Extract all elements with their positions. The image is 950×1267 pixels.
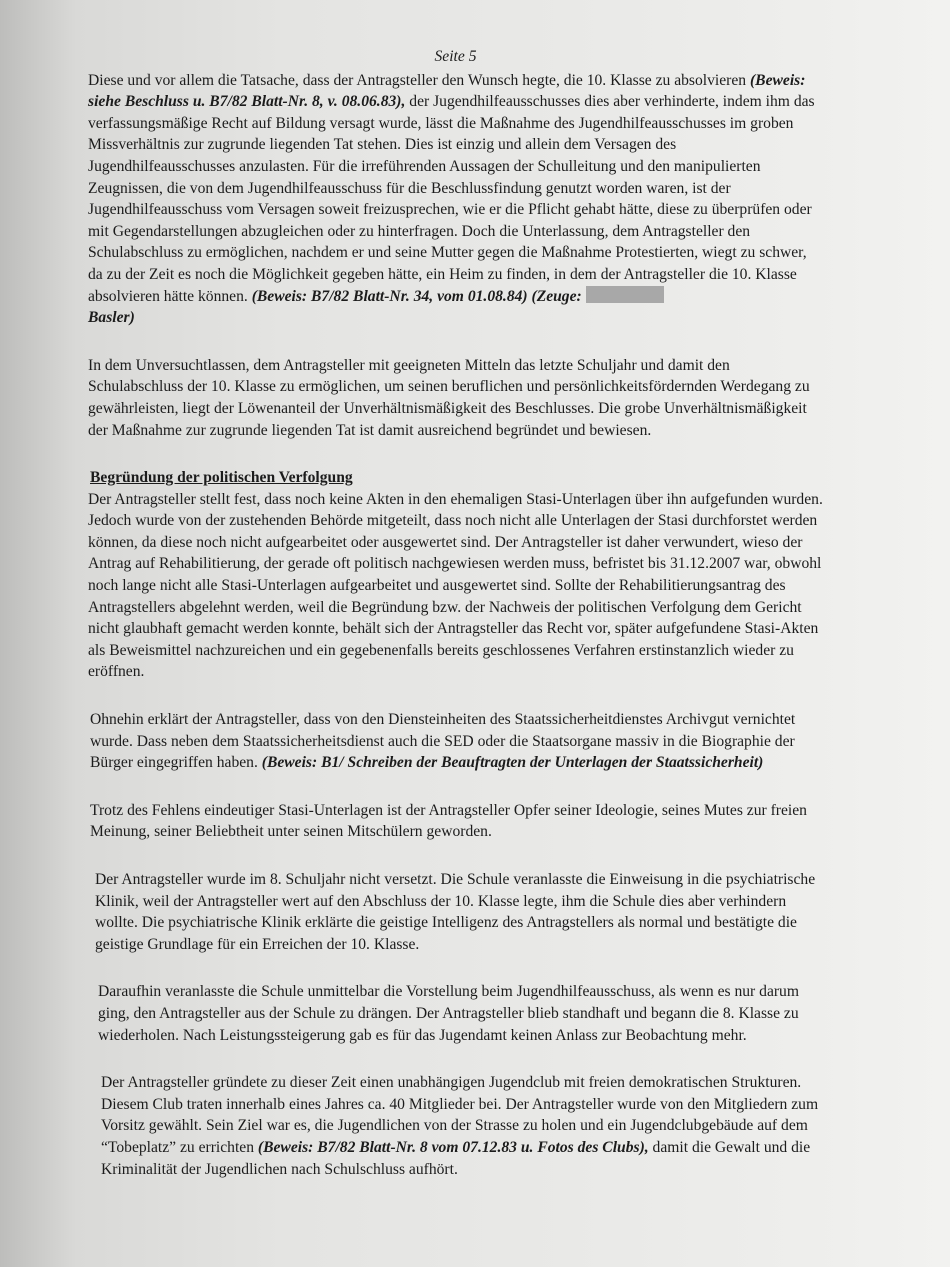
evidence-reference: (Beweis: siehe Beschluss u. B7/82 Blatt-Nr. 8, v. 08.06.83), [88, 71, 806, 111]
paragraph-1-text-a: Diese und vor allem die Tatsache, dass der Antragsteller den Wunsch hegte, die 10. Klasse zu absolvieren [88, 71, 750, 89]
spacer [88, 843, 823, 869]
spacer [88, 1046, 823, 1072]
evidence-reference: (Beweis: B7/82 Blatt-Nr. 34, vom 01.08.84) (Zeuge: [251, 287, 586, 305]
page-number: Seite 5 [434, 48, 477, 65]
evidence-reference: (Beweis: B1/ Schreiben der Beauftragten der Unterlagen der Staatssicherheit) [261, 754, 764, 772]
section-heading: Begründung der politischen Verfolgung [90, 469, 353, 487]
paragraph-8-text-b: damit die Gewalt und die Kriminalität der Jugendlichen nach Schulschluss aufhört. [101, 1138, 811, 1178]
paragraph-5: Trotz des Fehlens eindeutiger Stasi-Unterlagen ist der Antragsteller Opfer seiner Ideologie, seines Mutes zur freien Meinung, seiner Beliebtheit unter seinen Mitschülern geworden. [90, 801, 807, 841]
paragraph-8 [88, 1072, 823, 1180]
redaction-box [586, 286, 664, 303]
paragraph-4-text: Ohnehin erklärt der Antragsteller, dass von den Diensteinheiten des Staatssicherheitdienstes Archivgut vernichtet wurde. Dass neben dem Staatssicherheitsdienst auch die SED oder die Staatsorgane massiv in die Biographie der Bürger eingegriffen haben. [90, 711, 796, 772]
evidence-reference: (Beweis: B7/82 Blatt-Nr. 8 vom 07.12.83 u. Fotos des Clubs), [257, 1138, 649, 1156]
spacer [88, 955, 823, 981]
paragraph-4 [88, 709, 823, 774]
paragraph-3: Der Antragsteller stellt fest, dass noch keine Akten in den ehemaligen Stasi-Unterlagen über ihn aufgefunden wurden. Jedoch wurde von der zustehenden Behörde mitgeteilt, dass noch nicht alle Unterlagen der Stasi durchforstet werden können, da diese noch nicht aufgearbeitet oder ausgewertet sind. Der Antragsteller ist daher verwundert, wieso der Antrag auf Rehabilitierung, der gerade oft politisch nachgewiesen werden muss, befristet bis 31.12.2007 war, obwohl noch lange nicht alle Stasi-Unterlagen aufgearbeitet und ausgewertet sind. Sollte der Rehabilitierungsantrag des Antragstellers abgelehnt werden, weil die Begründung bzw. der Nachweis der politischen Verfolgung dem Gericht nicht glaubhaft gemacht werden konnte, behält sich der Antragsteller das Recht vor, später aufgefundene Stasi-Akten als Beweismittel nachzureichen und ein gegebenenfalls bereits geschlossenes Verfahren erstinstanzlich wieder zu eröffnen. [88, 490, 823, 681]
spacer [88, 683, 823, 709]
document-page [88, 46, 823, 1180]
paragraph-1-text-b: der Jugendhilfeausschusses dies aber verhinderte, indem ihm das verfassungsmäßige Recht auf Bildung versagt wurde, lässt die Maßnahme des Jugendhilfeausschusses im groben Missverhältnis zur zugrunde liegenden Tat stehen. Dies ist einzig und allein dem Versagen des Jugendhilfeausschusses anzulasten. Für die irreführenden Aussagen der Schulleitung und den manipulierten Zeugnissen, die von dem Jugendhilfeausschuss für die Beschlussfindung genutzt worden waren, ist der Jugendhilfeausschuss vom Versagen soweit freizusprechen, wie er die Pflicht gehabt hätte, diese zu überprüfen oder mit Gegendarstellungen abzugleichen oder zu hinterfragen. Doch die Unterlassung, dem Antragsteller den Schulabschluss zu ermöglichen, nachdem er und seine Mutter gegen die Maßnahme Protestierten, wiegt zu schwer, da zu der Zeit es noch die Möglichkeit gegeben hätte, ein Heim zu finden, in dem der Antragsteller die 10. Klasse absolvieren hätte können. [88, 93, 815, 305]
spacer [88, 329, 823, 355]
paragraph-2: In dem Unversuchtlassen, dem Antragsteller mit geeigneten Mitteln das letzte Schuljahr und damit den Schulabschluss der 10. Klasse zu ermöglichen, um seinen beruflichen und persönlichkeitsfördernden Werdegang zu gewährleisten, liegt der Löwenanteil der Unverhältnismäßigkeit des Beschlusses. Die grobe Unverhältnismäßigkeit der Maßnahme zur zugrunde liegenden Tat ist damit ausreichend begründet und bewiesen. [88, 356, 810, 439]
paragraph-8-text-a: Der Antragsteller gründete zu dieser Zeit einen unabhängigen Jugendclub mit freien demokratischen Strukturen. Diesem Club traten innerhalb eines Jahres ca. 40 Mitglieder bei. Der Antragsteller wurde von den Mitgliedern zum Vorsitz gewählt. Sein Ziel war es, die Jugendlichen von der Strasse zu holen und ein Jugendclubgebäude auf dem “Tobeplatz” zu errichten [101, 1074, 819, 1156]
witness-name: Basler) [88, 309, 135, 327]
paragraph-7: Daraufhin veranlasste die Schule unmittelbar die Vorstellung beim Jugendhilfeausschuss, als wenn es nur darum ging, den Antragsteller aus der Schule zu drängen. Der Antragsteller blieb standhaft und begann die 8. Klasse zu wiederholen. Nach Leistungssteigerung gab es für das Jugendamt keinen Anlass zur Beobachtung mehr. [98, 983, 799, 1044]
paragraph-1 [88, 70, 823, 329]
spacer [88, 774, 823, 800]
paragraph-6: Der Antragsteller wurde im 8. Schuljahr nicht versetzt. Die Schule veranlasste die Einweisung in die psychiatrische Klinik, weil der Antragsteller wert auf den Abschluss der 10. Klasse legte, ihm die Schule dies aber verhindern wollte. Die psychiatrische Klinik erklärte die geistige Intelligenz des Antragstellers als normal und bestätigte die geistige Grundlage für ein Erreichen der 10. Klasse. [95, 871, 816, 953]
spacer [88, 441, 823, 467]
